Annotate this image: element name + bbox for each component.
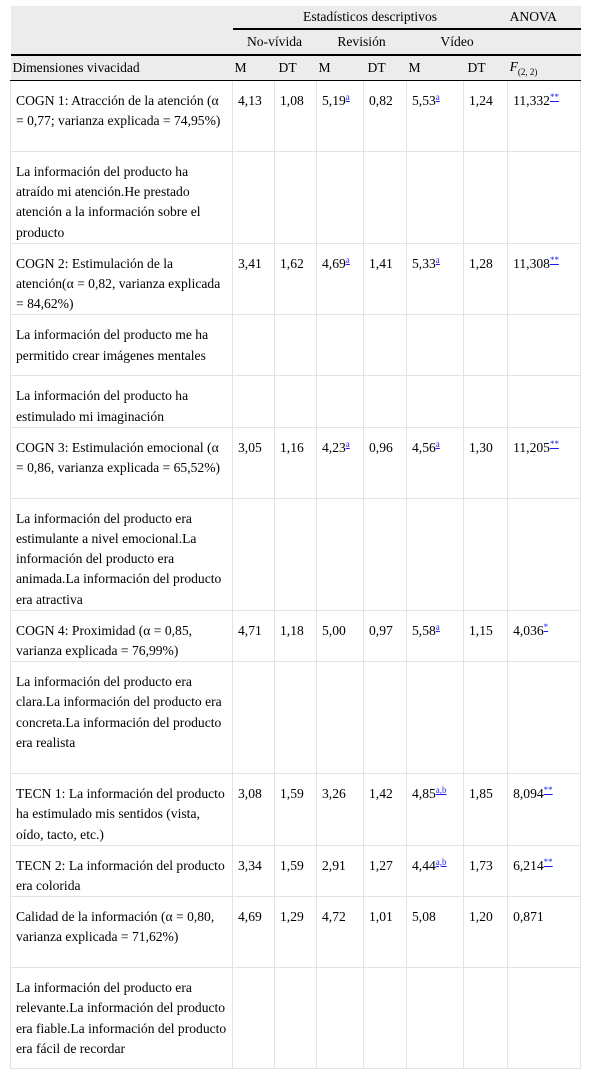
video-dt bbox=[464, 610, 508, 661]
table-body bbox=[11, 81, 581, 1069]
footnote-mark bbox=[436, 857, 447, 867]
video-dt bbox=[464, 427, 508, 498]
video-m bbox=[407, 376, 464, 427]
dimension-label-value: La información del producto ha atraído mi atención.He prestado atención a la información sobre el producto bbox=[16, 164, 201, 240]
no-vivida-m bbox=[233, 315, 275, 376]
anova-f bbox=[508, 897, 581, 968]
no-vivida-dt-value: 1,62 bbox=[280, 255, 304, 271]
no-vivida-m bbox=[233, 774, 275, 846]
video-dt-value: 1,20 bbox=[469, 909, 493, 925]
dimension-label bbox=[11, 376, 233, 427]
video-m-value: 5,08 bbox=[412, 909, 436, 925]
footnote-mark bbox=[436, 622, 440, 632]
revision-dt-value: 1,01 bbox=[369, 909, 393, 925]
revision-m bbox=[317, 315, 364, 376]
video-m-value: 4,85 bbox=[412, 786, 436, 802]
footnote-link[interactable]: a,b bbox=[435, 856, 447, 867]
video-dt bbox=[464, 662, 508, 774]
no-vivida-dt bbox=[275, 662, 317, 774]
no-vivida-dt bbox=[275, 376, 317, 427]
header-dt: DT bbox=[275, 55, 317, 81]
no-vivida-dt-value: 1,18 bbox=[280, 622, 304, 638]
dimension-label bbox=[11, 610, 233, 661]
dimension-label-value: TECN 1: La información del producto ha estimulado mis sentidos (vista, oído, tacto, etc.) bbox=[16, 786, 225, 842]
video-dt-value: 1,28 bbox=[469, 255, 493, 271]
no-vivida-m bbox=[233, 498, 275, 610]
revision-dt-value: 0,97 bbox=[369, 622, 393, 638]
revision-m bbox=[317, 968, 364, 1069]
header-empty-cell bbox=[508, 29, 581, 55]
revision-m-value: 5,00 bbox=[322, 622, 346, 638]
no-vivida-m-value: 3,41 bbox=[238, 255, 262, 271]
revision-m bbox=[317, 152, 364, 244]
header-video: Vídeo bbox=[407, 29, 508, 55]
no-vivida-dt bbox=[275, 897, 317, 968]
no-vivida-m bbox=[233, 610, 275, 661]
revision-dt bbox=[364, 968, 407, 1069]
footnote-link[interactable]: * bbox=[543, 621, 549, 632]
no-vivida-m bbox=[233, 968, 275, 1069]
footnote-link[interactable]: a bbox=[345, 438, 350, 449]
footnote-link[interactable]: a bbox=[345, 92, 350, 102]
no-vivida-m-value: 3,08 bbox=[238, 786, 262, 802]
footnote-link[interactable]: a bbox=[435, 438, 440, 449]
dimension-label bbox=[11, 968, 233, 1069]
footnote-mark bbox=[550, 255, 559, 265]
revision-m-value: 2,91 bbox=[322, 857, 346, 873]
no-vivida-dt-value: 1,59 bbox=[280, 857, 304, 873]
no-vivida-m bbox=[233, 845, 275, 896]
anova-f bbox=[508, 662, 581, 774]
revision-m-value: 4,69 bbox=[322, 255, 346, 271]
anova-f-value: 8,094 bbox=[513, 786, 544, 802]
footnote-mark bbox=[544, 857, 553, 867]
anova-f bbox=[508, 376, 581, 427]
video-dt-value: 1,30 bbox=[469, 439, 493, 455]
revision-m bbox=[317, 662, 364, 774]
table-row bbox=[11, 774, 581, 846]
no-vivida-dt bbox=[275, 845, 317, 896]
revision-dt bbox=[364, 81, 407, 152]
video-m bbox=[407, 498, 464, 610]
footnote-link[interactable]: ** bbox=[543, 856, 553, 867]
header-m: M bbox=[407, 55, 464, 81]
revision-dt-value: 1,27 bbox=[369, 857, 393, 873]
no-vivida-m bbox=[233, 243, 275, 315]
video-m bbox=[407, 662, 464, 774]
f-statistic-label: F bbox=[509, 59, 518, 74]
revision-m bbox=[317, 897, 364, 968]
footnote-mark bbox=[436, 92, 440, 102]
header-dimensions: Dimensiones vivacidad bbox=[11, 55, 233, 81]
table-row bbox=[11, 968, 581, 1069]
revision-m bbox=[317, 243, 364, 315]
video-dt bbox=[464, 152, 508, 244]
table-row bbox=[11, 610, 581, 661]
revision-m-value: 3,26 bbox=[322, 786, 346, 802]
table-row bbox=[11, 243, 581, 315]
anova-f bbox=[508, 968, 581, 1069]
dimension-label bbox=[11, 152, 233, 244]
dimension-label-value: La información del producto ha estimulado mi imaginación bbox=[16, 388, 189, 424]
video-dt bbox=[464, 243, 508, 315]
header-revision: Revisión bbox=[317, 29, 407, 55]
dimension-label-value: La información del producto me ha permitido crear imágenes mentales bbox=[16, 327, 209, 363]
footnote-link[interactable]: a bbox=[435, 254, 440, 265]
anova-f-value: 11,205 bbox=[513, 439, 550, 455]
video-dt bbox=[464, 498, 508, 610]
video-m-value: 5,33 bbox=[412, 255, 436, 271]
no-vivida-dt bbox=[275, 243, 317, 315]
revision-dt bbox=[364, 152, 407, 244]
revision-dt-value: 0,82 bbox=[369, 93, 393, 108]
no-vivida-m bbox=[233, 152, 275, 244]
descriptive-anova-table bbox=[10, 6, 581, 1069]
video-dt-value: 1,15 bbox=[469, 622, 493, 638]
no-vivida-dt bbox=[275, 968, 317, 1069]
header-descriptive-group: Estadísticos descriptivos bbox=[233, 6, 508, 29]
no-vivida-dt-value: 1,29 bbox=[280, 909, 304, 925]
dimension-label-value: La información del producto era clara.La información del producto era concreta.La información del producto era realista bbox=[16, 674, 222, 750]
dimension-label-value: La información del producto era estimulante a nivel emocional.La información del producto era animada.La información del producto era atractiva bbox=[16, 510, 222, 607]
no-vivida-m-value: 3,05 bbox=[238, 439, 262, 455]
no-vivida-dt bbox=[275, 498, 317, 610]
no-vivida-m-value: 4,71 bbox=[238, 622, 262, 638]
footnote-link[interactable]: a,b bbox=[435, 785, 447, 796]
video-dt-value: 1,85 bbox=[469, 786, 493, 802]
footnote-mark bbox=[436, 255, 440, 265]
footnote-link[interactable]: ** bbox=[549, 254, 559, 265]
table-row bbox=[11, 897, 581, 968]
dimension-label-value: COGN 2: Estimulación de la atención(α = 0,82, varianza explicada = 84,62%) bbox=[16, 255, 221, 312]
table-row bbox=[11, 81, 581, 152]
footnote-mark bbox=[544, 622, 549, 632]
table-row bbox=[11, 498, 581, 610]
revision-dt bbox=[364, 498, 407, 610]
footnote-mark bbox=[346, 92, 350, 102]
video-m bbox=[407, 774, 464, 846]
revision-m-value: 5,19 bbox=[322, 93, 346, 108]
video-m bbox=[407, 315, 464, 376]
anova-f-value: 11,308 bbox=[513, 255, 550, 271]
footnote-mark bbox=[544, 785, 553, 795]
no-vivida-dt bbox=[275, 81, 317, 152]
revision-m bbox=[317, 81, 364, 152]
dimension-label-value: La información del producto era relevante.La información del producto era fiable.La información del producto era fácil de recordar bbox=[16, 980, 227, 1056]
revision-m-value: 4,23 bbox=[322, 439, 346, 455]
revision-dt bbox=[364, 897, 407, 968]
anova-f bbox=[508, 315, 581, 376]
revision-m-value: 4,72 bbox=[322, 909, 346, 925]
footnote-link[interactable]: ** bbox=[549, 438, 559, 449]
revision-dt bbox=[364, 376, 407, 427]
video-m bbox=[407, 968, 464, 1069]
video-m-value: 4,56 bbox=[412, 439, 436, 455]
revision-m bbox=[317, 498, 364, 610]
video-dt-value: 1,24 bbox=[469, 93, 493, 108]
footnote-mark bbox=[436, 785, 447, 795]
anova-f bbox=[508, 774, 581, 846]
dimension-label bbox=[11, 774, 233, 846]
header-row-columns bbox=[11, 55, 581, 81]
no-vivida-dt bbox=[275, 315, 317, 376]
anova-f-value: 4,036 bbox=[513, 622, 544, 638]
dimension-label-value: COGN 1: Atracción de la atención (α = 0,77; varianza explicada = 74,95%) bbox=[16, 93, 221, 129]
f-degrees-of-freedom: (2, 2) bbox=[517, 67, 538, 77]
dimension-label-value: TECN 2: La información del producto era colorida bbox=[16, 857, 225, 894]
no-vivida-m bbox=[233, 81, 275, 152]
footnote-link[interactable]: ** bbox=[549, 92, 559, 102]
no-vivida-m bbox=[233, 662, 275, 774]
video-m bbox=[407, 243, 464, 315]
dimension-label-value: COGN 4: Proximidad (α = 0,85, varianza explicada = 76,99%) bbox=[16, 622, 193, 659]
header-m: M bbox=[317, 55, 364, 81]
video-m bbox=[407, 845, 464, 896]
header-empty-cell bbox=[11, 29, 233, 55]
video-m-value: 4,44 bbox=[412, 857, 436, 873]
footnote-link[interactable]: a bbox=[435, 92, 440, 102]
dimension-label-value: COGN 3: Estimulación emocional (α = 0,86, varianza explicada = 65,52%) bbox=[16, 439, 221, 476]
video-m bbox=[407, 81, 464, 152]
anova-f-value: 0,871 bbox=[513, 909, 544, 925]
revision-dt bbox=[364, 427, 407, 498]
footnote-mark bbox=[550, 439, 559, 449]
video-m bbox=[407, 610, 464, 661]
no-vivida-dt-value: 1,59 bbox=[280, 786, 304, 802]
revision-m bbox=[317, 427, 364, 498]
revision-dt-value: 0,96 bbox=[369, 439, 393, 455]
header-row-conditions bbox=[11, 29, 581, 55]
dimension-label bbox=[11, 315, 233, 376]
header-row-groups bbox=[11, 6, 581, 29]
footnote-link[interactable]: ** bbox=[543, 785, 553, 796]
anova-f bbox=[508, 845, 581, 896]
anova-f-value: 6,214 bbox=[513, 857, 544, 873]
footnote-mark bbox=[436, 439, 440, 449]
video-dt bbox=[464, 845, 508, 896]
dimension-label bbox=[11, 845, 233, 896]
video-m-value: 5,53 bbox=[412, 93, 436, 108]
video-dt bbox=[464, 315, 508, 376]
footnote-mark bbox=[346, 255, 350, 265]
revision-dt bbox=[364, 610, 407, 661]
table-row bbox=[11, 152, 581, 244]
video-dt bbox=[464, 376, 508, 427]
anova-f bbox=[508, 81, 581, 152]
footnote-mark bbox=[346, 439, 350, 449]
no-vivida-m bbox=[233, 897, 275, 968]
anova-f bbox=[508, 610, 581, 661]
no-vivida-m bbox=[233, 376, 275, 427]
anova-f bbox=[508, 427, 581, 498]
dimension-label bbox=[11, 897, 233, 968]
anova-f bbox=[508, 152, 581, 244]
dimension-label bbox=[11, 662, 233, 774]
footnote-mark bbox=[550, 92, 559, 102]
footnote-link[interactable]: a bbox=[345, 254, 350, 265]
revision-dt bbox=[364, 315, 407, 376]
no-vivida-dt bbox=[275, 774, 317, 846]
table-row bbox=[11, 662, 581, 774]
video-m-value: 5,58 bbox=[412, 622, 436, 638]
no-vivida-dt bbox=[275, 427, 317, 498]
no-vivida-dt-value: 1,08 bbox=[280, 93, 304, 108]
no-vivida-m-value: 4,13 bbox=[238, 93, 262, 108]
revision-m bbox=[317, 376, 364, 427]
header-anova-group: ANOVA bbox=[508, 6, 581, 29]
no-vivida-m-value: 4,69 bbox=[238, 909, 262, 925]
revision-m bbox=[317, 774, 364, 846]
revision-m bbox=[317, 610, 364, 661]
header-no-vivida: No-vívida bbox=[233, 29, 317, 55]
anova-f-value: 11,332 bbox=[513, 93, 550, 108]
dimension-label-value: Calidad de la información (α = 0,80, varianza explicada = 71,62%) bbox=[16, 909, 215, 945]
revision-dt bbox=[364, 774, 407, 846]
revision-dt-value: 1,41 bbox=[369, 255, 393, 271]
revision-m bbox=[317, 845, 364, 896]
header-f bbox=[508, 55, 581, 81]
no-vivida-dt bbox=[275, 152, 317, 244]
video-dt bbox=[464, 897, 508, 968]
video-m bbox=[407, 427, 464, 498]
dimension-label bbox=[11, 243, 233, 315]
video-dt bbox=[464, 81, 508, 152]
revision-dt-value: 1,42 bbox=[369, 786, 393, 802]
video-dt bbox=[464, 968, 508, 1069]
dimension-label bbox=[11, 81, 233, 152]
video-dt bbox=[464, 774, 508, 846]
header-empty-cell bbox=[11, 6, 233, 29]
header-dt: DT bbox=[364, 55, 407, 81]
anova-f bbox=[508, 243, 581, 315]
no-vivida-dt-value: 1,16 bbox=[280, 439, 304, 455]
table-row bbox=[11, 376, 581, 427]
dimension-label bbox=[11, 498, 233, 610]
revision-dt bbox=[364, 662, 407, 774]
video-dt-value: 1,73 bbox=[469, 857, 493, 873]
no-vivida-m-value: 3,34 bbox=[238, 857, 262, 873]
no-vivida-m bbox=[233, 427, 275, 498]
revision-dt bbox=[364, 243, 407, 315]
footnote-link[interactable]: a bbox=[435, 621, 440, 632]
dimension-label bbox=[11, 427, 233, 498]
table-row bbox=[11, 427, 581, 498]
table-row bbox=[11, 845, 581, 896]
no-vivida-dt bbox=[275, 610, 317, 661]
anova-f bbox=[508, 498, 581, 610]
video-m bbox=[407, 152, 464, 244]
header-m: M bbox=[233, 55, 275, 81]
table-row bbox=[11, 315, 581, 376]
video-m bbox=[407, 897, 464, 968]
revision-dt bbox=[364, 845, 407, 896]
header-dt: DT bbox=[464, 55, 508, 81]
